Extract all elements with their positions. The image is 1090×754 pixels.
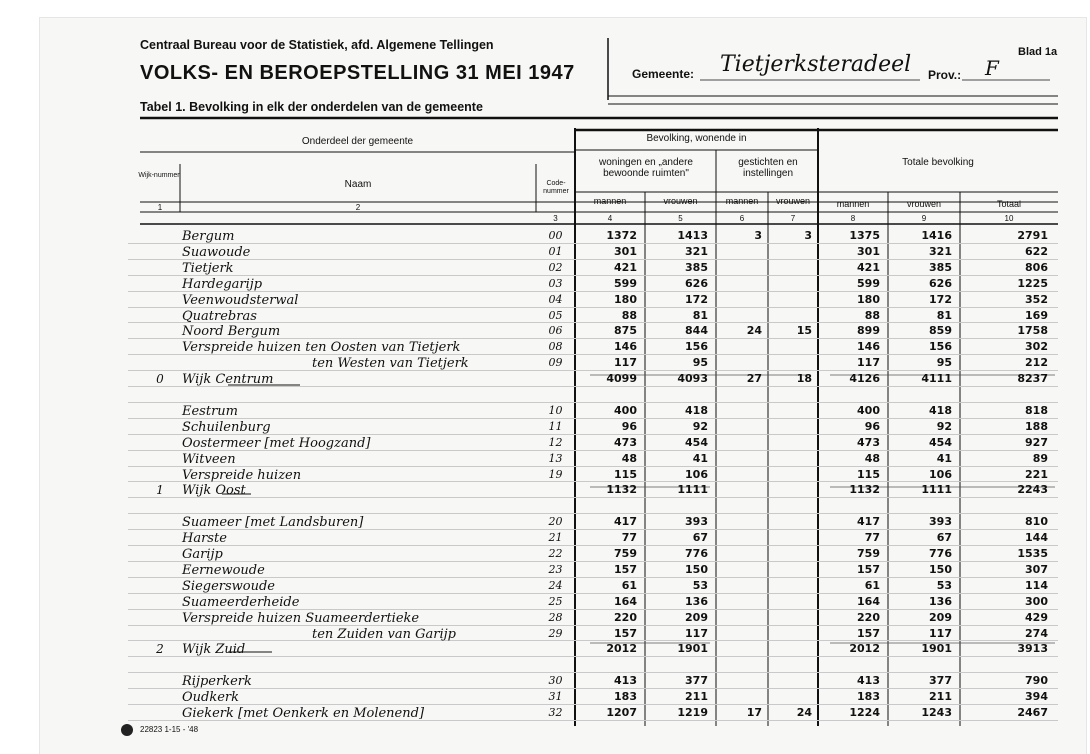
cell-totaal-vrouwen: 454 — [929, 435, 952, 449]
cell-totaal-vrouwen: 626 — [929, 276, 952, 290]
cell-totaal-vrouwen: 1416 — [921, 229, 952, 242]
cell-totaal: 2467 — [1017, 706, 1048, 719]
cell-totaal: 8237 — [1017, 372, 1048, 386]
cell-totaal-mannen: 417 — [857, 515, 880, 529]
cell-totaal: 810 — [1025, 515, 1048, 529]
header-mannen-1: mannen — [593, 196, 627, 206]
cell-totaal: 114 — [1025, 578, 1048, 592]
cell-woningen-vrouwen: 1901 — [677, 642, 708, 656]
cell-totaal: 622 — [1025, 244, 1048, 258]
cell-woningen-vrouwen: 393 — [685, 515, 708, 529]
cell-code: 13 — [548, 451, 563, 465]
cell-wijknummer: 2 — [156, 642, 164, 657]
colnum-9: 9 — [921, 214, 927, 223]
cell-woningen-mannen: 157 — [614, 626, 637, 640]
header-mannen-2: mannen — [725, 196, 759, 206]
colnum-3: 3 — [553, 214, 558, 223]
cell-gestichten-mannen: 27 — [746, 372, 762, 386]
cell-totaal-mannen: 421 — [857, 260, 880, 274]
cell-naam: Siegerswoude — [182, 578, 275, 594]
cell-totaal-vrouwen: 385 — [929, 260, 952, 274]
cell-totaal-mannen: 599 — [857, 276, 880, 290]
header-naam: Naam — [344, 179, 372, 190]
cell-woningen-mannen: 759 — [614, 547, 637, 560]
cell-totaal: 394 — [1025, 690, 1048, 704]
cell-naam: Verspreide huizen — [182, 467, 302, 483]
cell-naam: Suawoude — [182, 244, 251, 260]
cell-woningen-vrouwen: 150 — [685, 562, 708, 576]
cell-naam: Giekerk [met Oenkerk en Molenend] — [182, 706, 425, 721]
cell-totaal-mannen: 1375 — [849, 229, 880, 242]
cell-totaal-vrouwen: 377 — [929, 674, 952, 688]
cell-woningen-mannen: 400 — [614, 403, 637, 417]
cell-totaal-vrouwen: 136 — [929, 594, 952, 608]
cell-woningen-vrouwen: 172 — [685, 292, 708, 306]
cell-woningen-mannen: 115 — [614, 467, 637, 481]
cell-woningen-vrouwen: 117 — [685, 626, 708, 640]
cell-totaal: 307 — [1025, 562, 1048, 576]
cell-woningen-mannen: 1207 — [606, 706, 637, 719]
cell-naam: Verspreide huizen Suameerdertieke — [182, 610, 420, 626]
header-vrouwen-2: vrouwen — [775, 196, 811, 206]
cell-woningen-mannen: 599 — [614, 276, 637, 290]
cell-totaal-vrouwen: 1901 — [921, 642, 952, 656]
cell-woningen-vrouwen: 53 — [692, 578, 708, 592]
cell-woningen-mannen: 117 — [614, 356, 637, 370]
cell-totaal: 1535 — [1017, 547, 1048, 560]
cell-naam: Suameer [met Landsburen] — [182, 515, 364, 531]
cell-totaal-vrouwen: 1243 — [921, 706, 952, 719]
cell-totaal-vrouwen: 393 — [929, 515, 952, 529]
cell-totaal-vrouwen: 67 — [936, 531, 952, 545]
cell-totaal-mannen: 4126 — [849, 372, 880, 386]
cell-code: 02 — [548, 260, 563, 274]
cell-totaal-vrouwen: 81 — [936, 308, 952, 322]
colnum-6: 6 — [739, 214, 745, 223]
cell-woningen-mannen: 183 — [614, 690, 637, 704]
cell-totaal: 302 — [1025, 340, 1048, 354]
cell-totaal-mannen: 146 — [857, 340, 880, 354]
cell-woningen-vrouwen: 776 — [685, 547, 708, 560]
cell-code: 20 — [548, 515, 563, 529]
cell-code: 30 — [548, 674, 563, 688]
cell-naam: Harste — [182, 531, 227, 547]
header-codenummer: Code-nummer — [543, 180, 569, 195]
cell-woningen-mannen: 1132 — [606, 483, 637, 497]
cell-totaal-mannen: 115 — [857, 467, 880, 481]
cell-woningen-vrouwen: 92 — [692, 419, 708, 433]
cell-woningen-mannen: 61 — [621, 578, 637, 592]
cell-woningen-mannen: 180 — [614, 292, 637, 306]
cell-gestichten-vrouwen: 18 — [796, 372, 812, 386]
colnum-8: 8 — [850, 214, 856, 223]
cell-gestichten-vrouwen: 3 — [804, 229, 812, 242]
prov-label: Prov.: — [928, 68, 962, 82]
cell-woningen-vrouwen: 1413 — [677, 229, 708, 242]
cell-totaal-mannen: 48 — [864, 451, 880, 465]
cell-totaal: 221 — [1025, 467, 1048, 481]
gemeente-value: Tietjerksteradeel — [720, 52, 912, 77]
header-vrouwen-1: vrouwen — [663, 196, 698, 206]
form-title: VOLKS- EN BEROEPSTELLING 31 MEI 1947 — [140, 62, 575, 84]
cell-naam: Suameerderheide — [182, 594, 300, 610]
cell-totaal-vrouwen: 53 — [936, 578, 952, 592]
cell-code: 28 — [548, 610, 563, 624]
cell-code: 06 — [548, 324, 563, 338]
cell-totaal-mannen: 899 — [857, 324, 880, 338]
colnum-5: 5 — [678, 214, 683, 223]
cell-totaal-mannen: 400 — [857, 403, 880, 417]
cell-totaal-vrouwen: 156 — [929, 340, 952, 354]
cell-naam: Bergum — [182, 229, 235, 244]
cell-totaal-mannen: 1224 — [849, 706, 880, 719]
gemeente-label: Gemeente: — [632, 67, 695, 81]
cell-woningen-vrouwen: 385 — [685, 260, 708, 274]
colnum-7: 7 — [790, 214, 796, 223]
cell-woningen-vrouwen: 1219 — [677, 706, 708, 719]
cell-totaal-vrouwen: 106 — [929, 467, 952, 481]
cell-woningen-mannen: 146 — [614, 340, 637, 354]
row-ruling — [128, 640, 1058, 641]
header-vrouwen-3: vrouwen — [906, 199, 942, 209]
cell-naam: Wijk Centrum — [182, 372, 274, 388]
row-ruling — [128, 402, 1058, 403]
cell-totaal-vrouwen: 150 — [929, 562, 952, 576]
cell-woningen-vrouwen: 626 — [685, 276, 708, 290]
cell-naam: Verspreide huizen ten Oosten van Tietjerk — [182, 340, 461, 356]
cell-woningen-vrouwen: 106 — [685, 467, 708, 481]
cell-woningen-vrouwen: 95 — [692, 356, 708, 370]
cell-woningen-mannen: 875 — [614, 324, 637, 338]
cell-totaal: 1225 — [1017, 276, 1048, 290]
colnum-2: 2 — [355, 203, 361, 212]
cell-totaal-mannen: 164 — [857, 594, 880, 608]
cell-totaal: 352 — [1025, 292, 1048, 306]
cell-naam: ten Zuiden van Garijp — [312, 626, 456, 642]
cell-gestichten-vrouwen: 15 — [796, 324, 812, 338]
cell-totaal-vrouwen: 209 — [929, 610, 952, 624]
cell-totaal-vrouwen: 117 — [929, 626, 952, 640]
cell-totaal-mannen: 88 — [864, 308, 880, 322]
cell-woningen-vrouwen: 41 — [692, 451, 708, 465]
cell-totaal: 790 — [1025, 674, 1048, 688]
cell-naam: Eestrum — [182, 403, 238, 419]
colnum-4: 4 — [607, 214, 613, 223]
row-ruling — [128, 370, 1058, 371]
cell-woningen-mannen: 48 — [621, 451, 637, 465]
cell-totaal: 89 — [1032, 451, 1048, 465]
cell-woningen-mannen: 157 — [614, 562, 637, 576]
header-bevolking-wonende: Bevolking, wonende in — [646, 133, 747, 144]
cell-naam: Noord Bergum — [182, 324, 281, 340]
cell-code: 00 — [548, 229, 563, 242]
cell-code: 25 — [548, 594, 563, 608]
cell-totaal: 818 — [1025, 403, 1048, 417]
row-ruling — [128, 513, 1058, 514]
cell-code: 09 — [548, 356, 563, 370]
header-totaal: Totaal — [996, 199, 1022, 209]
cell-totaal: 927 — [1025, 435, 1048, 449]
cell-woningen-vrouwen: 418 — [685, 403, 708, 417]
cell-code: 05 — [548, 308, 563, 322]
table-title: Tabel 1. Bevolking in elk der onderdelen van de gemeente — [140, 100, 483, 114]
header-totale: Totale bevolking — [902, 157, 974, 168]
cell-gestichten-mannen: 24 — [746, 324, 762, 338]
cell-totaal-mannen: 759 — [857, 547, 880, 560]
cell-totaal-vrouwen: 95 — [936, 356, 952, 370]
cell-totaal-vrouwen: 859 — [929, 324, 952, 338]
cell-woningen-vrouwen: 377 — [685, 674, 708, 688]
cell-totaal: 300 — [1025, 594, 1048, 608]
cell-gestichten-vrouwen: 24 — [796, 706, 812, 719]
cell-woningen-vrouwen: 209 — [685, 610, 708, 624]
cell-totaal-mannen: 473 — [857, 435, 880, 449]
cell-totaal-vrouwen: 1111 — [921, 483, 952, 497]
cell-totaal: 2243 — [1017, 483, 1048, 497]
cell-totaal: 169 — [1025, 308, 1048, 322]
cell-totaal-mannen: 220 — [857, 610, 880, 624]
cell-totaal: 3913 — [1017, 642, 1048, 656]
cell-code: 22 — [548, 547, 563, 560]
cell-code: 32 — [548, 706, 563, 719]
cell-naam: Oudkerk — [182, 690, 240, 706]
cell-code: 19 — [548, 467, 563, 481]
cell-woningen-mannen: 413 — [614, 674, 637, 688]
cell-naam: Garijp — [182, 547, 223, 562]
cell-totaal-vrouwen: 776 — [929, 547, 952, 560]
cell-totaal-mannen: 61 — [864, 578, 880, 592]
cell-woningen-vrouwen: 136 — [685, 594, 708, 608]
cell-wijknummer: 1 — [156, 483, 164, 498]
cell-totaal-mannen: 413 — [857, 674, 880, 688]
header-gestichten: gestichten en instellingen — [738, 157, 798, 179]
cell-woningen-vrouwen: 81 — [692, 308, 708, 322]
header-wijknummer: Wijk-nummer — [138, 172, 180, 179]
cell-woningen-vrouwen: 454 — [685, 435, 708, 449]
cell-naam: Oostermeer [met Hoogzand] — [182, 435, 371, 451]
cell-totaal-mannen: 157 — [857, 562, 880, 576]
cell-totaal-mannen: 2012 — [849, 642, 880, 656]
cell-totaal: 429 — [1025, 610, 1048, 624]
cell-code: 01 — [548, 244, 563, 258]
cell-totaal-mannen: 1132 — [849, 483, 880, 497]
cell-totaal: 274 — [1025, 626, 1048, 640]
cell-totaal: 188 — [1025, 419, 1048, 433]
cell-totaal-vrouwen: 92 — [936, 419, 952, 433]
cell-woningen-mannen: 164 — [614, 594, 637, 608]
cell-woningen-mannen: 220 — [614, 610, 637, 624]
cell-code: 03 — [548, 276, 563, 290]
cell-totaal-mannen: 301 — [857, 244, 880, 258]
cell-code: 31 — [548, 690, 563, 704]
cell-gestichten-mannen: 3 — [754, 229, 762, 242]
form-footer: 22823 1-15 - '48 — [140, 725, 199, 734]
prov-value: F — [985, 56, 999, 80]
cell-code: 21 — [548, 531, 563, 545]
cell-naam: Wijk Oost — [182, 483, 246, 499]
cell-woningen-vrouwen: 1111 — [677, 483, 708, 497]
cell-totaal: 806 — [1025, 260, 1048, 274]
header-mannen-3: mannen — [836, 199, 870, 209]
cell-totaal-mannen: 77 — [864, 531, 880, 545]
cell-woningen-mannen: 2012 — [606, 642, 637, 656]
cell-naam: Wijk Zuid — [182, 642, 246, 658]
cell-woningen-mannen: 417 — [614, 515, 637, 529]
cell-naam: Eernewoude — [182, 562, 265, 578]
cell-totaal-vrouwen: 41 — [936, 451, 952, 465]
header-onderdeel: Onderdeel der gemeente — [301, 136, 414, 147]
blad-number: Blad 1a — [1018, 46, 1058, 58]
cell-totaal-vrouwen: 4111 — [921, 372, 952, 386]
cell-totaal: 2791 — [1017, 229, 1048, 242]
cell-naam: Quatrebras — [182, 308, 257, 324]
cell-code: 08 — [548, 340, 563, 354]
cell-woningen-vrouwen: 156 — [685, 340, 708, 354]
cell-gestichten-mannen: 17 — [746, 706, 762, 719]
cell-woningen-mannen: 96 — [621, 419, 637, 433]
cell-woningen-mannen: 88 — [621, 308, 637, 322]
cell-code: 23 — [548, 562, 563, 576]
cell-totaal-vrouwen: 418 — [929, 403, 952, 417]
cell-totaal-vrouwen: 321 — [929, 244, 952, 258]
cell-code: 04 — [548, 292, 563, 306]
cell-totaal-mannen: 180 — [857, 292, 880, 306]
row-ruling — [128, 672, 1058, 673]
cell-totaal-vrouwen: 211 — [929, 690, 952, 704]
cell-totaal-vrouwen: 172 — [929, 292, 952, 306]
cell-totaal-mannen: 117 — [857, 356, 880, 370]
cell-naam: Hardegarijp — [182, 276, 263, 292]
cell-naam: Rijperkerk — [182, 674, 252, 690]
colnum-1: 1 — [157, 203, 163, 212]
header-woningen: woningen en „andere bewoonde ruimten" — [599, 157, 693, 179]
cell-naam: Tietjerk — [182, 260, 234, 276]
cell-totaal: 144 — [1025, 531, 1048, 545]
cell-woningen-vrouwen: 321 — [685, 244, 708, 258]
cell-wijknummer: 0 — [156, 372, 164, 387]
cell-naam: Schuilenburg — [182, 419, 271, 435]
cell-woningen-vrouwen: 211 — [685, 690, 708, 704]
cell-woningen-mannen: 77 — [621, 531, 637, 545]
cell-totaal-mannen: 96 — [864, 419, 880, 433]
cell-woningen-mannen: 4099 — [606, 372, 637, 386]
cell-totaal-mannen: 183 — [857, 690, 880, 704]
cell-code: 12 — [548, 435, 563, 449]
cell-totaal-mannen: 157 — [857, 626, 880, 640]
cell-naam: Witveen — [182, 451, 236, 467]
colnum-10: 10 — [1004, 214, 1014, 223]
cell-woningen-vrouwen: 67 — [692, 531, 708, 545]
cell-naam: Veenwoudsterwal — [182, 292, 299, 308]
cell-code: 29 — [548, 626, 563, 640]
cell-totaal: 1758 — [1017, 324, 1048, 338]
organization-line: Centraal Bureau voor de Statistiek, afd. Algemene Tellingen — [140, 38, 494, 52]
cell-woningen-mannen: 1372 — [606, 229, 637, 242]
cell-woningen-vrouwen: 4093 — [677, 372, 708, 386]
cell-code: 24 — [548, 578, 563, 592]
cell-naam: ten Westen van Tietjerk — [312, 356, 469, 372]
cell-code: 10 — [548, 403, 563, 417]
cell-totaal: 212 — [1025, 356, 1048, 370]
cell-woningen-mannen: 301 — [614, 244, 637, 258]
cell-code: 11 — [548, 419, 563, 433]
cell-woningen-mannen: 421 — [614, 260, 637, 274]
cell-woningen-mannen: 473 — [614, 435, 637, 449]
cell-woningen-vrouwen: 844 — [685, 324, 708, 338]
